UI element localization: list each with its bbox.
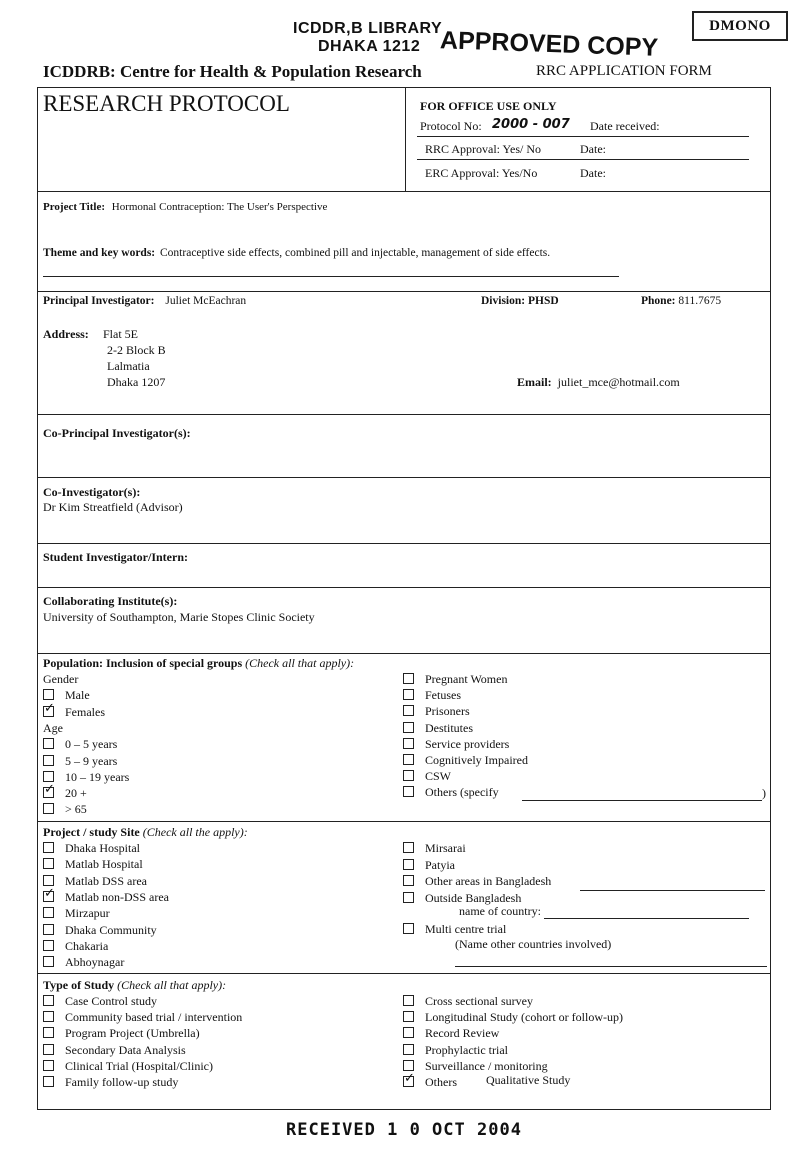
population-option[interactable] [403,785,499,800]
other-countries-label: (Name other countries involved) [455,937,612,951]
population-option[interactable] [43,754,117,769]
rrc-approval-label: RRC Approval: Yes/ No [425,142,542,156]
checkbox[interactable] [403,673,414,684]
theme-row [43,247,550,259]
theme-label: Theme and key words: [43,247,156,259]
co-investigator-label: Co-Investigator(s): [43,485,141,499]
study-option[interactable] [43,1075,178,1090]
checkbox[interactable] [403,754,414,765]
checkbox[interactable] [403,786,414,797]
theme-value: Contraceptive side effects, combined pill and injectable, management of side effects. [160,247,551,259]
protocol-no-label: Protocol No: [420,119,482,133]
population-option[interactable] [403,753,528,768]
checkbox[interactable] [403,1044,414,1055]
division-row [481,295,559,307]
site-option-label: Mirzapur [65,906,110,921]
population-option-label: Pregnant Women [425,672,508,686]
checkbox[interactable] [43,803,54,814]
population-option[interactable] [43,802,87,817]
checkbox[interactable] [43,787,54,798]
checkbox[interactable] [43,995,54,1006]
checkbox[interactable] [43,907,54,918]
population-option[interactable] [403,704,470,719]
population-option-label: CSW [425,769,452,784]
site-option[interactable] [403,922,506,937]
study-option-label: Case Control study [65,994,157,1008]
other-areas-line [580,876,765,891]
site-option-label: Abhoynagar [65,955,125,970]
checkbox[interactable] [43,771,54,782]
rrc-date-label: Date: [580,142,606,156]
study-heading-row [43,978,226,993]
co-investigator-value: Dr Kim Streatfield (Advisor) [43,500,183,514]
study-option-label: Cross sectional survey [425,994,533,1008]
checkbox[interactable] [43,689,54,700]
study-option[interactable] [403,994,533,1009]
checkbox[interactable] [403,770,414,781]
population-option-label: Service providers [425,736,510,751]
page-title: RESEARCH PROTOCOL [43,91,290,116]
site-heading-note: (Check all the apply): [142,825,248,839]
site-option[interactable] [43,955,124,970]
site-option-label: Matlab DSS area [65,873,147,888]
checkbox[interactable] [43,1076,54,1087]
checkbox[interactable] [403,705,414,716]
country-label: name of country: [459,904,541,918]
study-heading-note: (Check all that apply): [117,978,227,992]
checkbox[interactable] [43,956,54,967]
site-option[interactable] [43,874,147,889]
study-option-label: Community based trial / intervention [65,1010,243,1025]
study-option[interactable] [403,1043,508,1058]
study-option-label: Clinical Trial (Hospital/Clinic) [65,1058,213,1073]
checkbox[interactable] [43,858,54,869]
division-label: Division: [481,295,526,307]
erc-date-label: Date: [580,166,606,180]
site-option-label: Patyia [425,857,455,872]
phone-label: Phone: [641,295,676,307]
population-option[interactable] [43,705,105,720]
student-investigator-label: Student Investigator/Intern: [43,550,189,564]
checkbox[interactable] [403,1027,414,1038]
site-option-label: Matlab non-DSS area [65,889,169,904]
checkbox[interactable] [403,842,414,853]
checkbox[interactable] [43,891,54,902]
protocol-no-value: 2000 - 007 [492,117,570,132]
population-option[interactable] [43,770,129,785]
population-option-label: 20 + [65,786,87,801]
checkbox[interactable] [43,1060,54,1071]
checkbox[interactable] [403,875,414,886]
checkbox[interactable] [403,722,414,733]
address-line: Dhaka 1207 [107,375,166,389]
erc-approval-label: ERC Approval: Yes/No [425,166,538,180]
checkbox[interactable] [43,1027,54,1038]
checkbox[interactable] [43,1011,54,1022]
site-option-label: Other areas in Bangladesh [425,874,552,888]
checkbox[interactable] [43,738,54,749]
checkbox[interactable] [43,755,54,766]
date-received-label: Date received: [590,119,660,133]
site-option[interactable] [403,841,466,856]
population-option-label: Prisoners [425,704,470,719]
study-option-label: Prophylactic trial [425,1042,508,1057]
population-option-label: Destitutes [425,720,473,735]
site-heading: Project / study Site [43,825,140,839]
collaborating-label: Collaborating Institute(s): [43,594,178,608]
division-value: PHSD [527,295,559,307]
site-option-label: Outside Bangladesh [425,890,522,905]
co-pi-label: Co-Principal Investigator(s): [43,426,191,440]
study-option[interactable] [403,1075,457,1090]
site-option-label: Dhaka Community [65,922,157,937]
email-value: juliet_mce@hotmail.com [557,375,680,389]
phone-row [641,295,721,307]
address-line: 2-2 Block B [107,343,166,357]
checkbox[interactable] [403,923,414,934]
email-row [517,375,680,390]
site-option[interactable] [403,874,551,889]
checkbox[interactable] [403,689,414,700]
checkbox[interactable] [403,1011,414,1022]
form-name: RRC APPLICATION FORM [536,63,712,79]
population-option-label: Fetuses [425,688,461,703]
received-stamp: RECEIVED 1 0 OCT 2004 [286,1120,522,1140]
checkbox[interactable] [43,706,54,717]
checkbox[interactable] [43,1044,54,1055]
library-stamp-line1: ICDDR,B LIBRARY [293,20,443,37]
study-heading: Type of Study [43,978,115,992]
population-option-label: Cognitively Impaired [425,753,528,767]
population-option[interactable] [403,688,461,703]
site-option[interactable] [43,890,169,905]
study-option-label: Record Review [425,1026,500,1041]
study-option-label: Program Project (Umbrella) [65,1026,200,1041]
site-option-label: Dhaka Hospital [65,841,140,855]
pi-name: Juliet McEachran [165,295,247,307]
population-option-label: 0 – 5 years [65,737,118,752]
study-option-label: Family follow-up study [65,1075,179,1089]
population-option[interactable] [403,737,509,752]
population-heading-note: (Check all that apply): [245,656,355,670]
study-option-label: Surveillance / monitoring [425,1058,548,1073]
checkbox[interactable] [403,738,414,749]
population-option-label: 5 – 9 years [65,753,118,768]
checkbox[interactable] [403,1076,414,1087]
others-specify-line: ) [522,786,766,801]
project-title-label: Project Title: [43,201,106,213]
checkbox[interactable] [403,892,414,903]
pi-label: Principal Investigator: [43,295,155,307]
address-label: Address: [43,327,89,341]
site-option[interactable] [43,857,143,872]
address-line: Flat 5E [103,327,138,341]
population-option-label: 10 – 19 years [65,769,130,784]
population-heading-row [43,656,354,671]
population-option[interactable] [43,786,87,801]
project-title-value: Hormonal Contraception: The User's Perspective [111,201,328,213]
checkbox[interactable] [403,995,414,1006]
population-option-label: Others (specify [425,785,499,800]
site-option[interactable] [43,923,157,938]
site-option-label: Mirsarai [425,841,466,855]
population-subheading: Gender [43,672,79,686]
phone-value: 811.7675 [678,295,722,307]
address-line: Lalmatia [107,359,150,373]
site-option[interactable] [43,841,140,856]
org-name: ICDDRB: Centre for Health & Population Research [43,62,422,81]
site-option-label: Multi centre trial [425,922,507,936]
population-option[interactable] [403,721,473,736]
email-label: Email: [517,375,552,389]
site-option[interactable] [43,939,108,954]
population-subheading: Age [43,720,63,735]
site-option-label: Chakaria [65,938,109,953]
population-option[interactable] [403,672,507,687]
study-option[interactable] [43,1043,186,1058]
office-heading: FOR OFFICE USE ONLY [420,99,557,113]
project-title-row [43,201,327,213]
population-option[interactable] [43,737,117,752]
checkbox[interactable] [43,842,54,853]
study-option[interactable] [43,1059,213,1074]
site-heading-row [43,825,248,840]
others-study-value: Qualitative Study [486,1073,571,1087]
study-option[interactable] [403,1059,548,1074]
study-option-label: Secondary Data Analysis [65,1042,186,1057]
population-option[interactable] [403,769,451,784]
dmono-stamp: DMONO [692,11,788,41]
checkbox[interactable] [403,1060,414,1071]
study-option[interactable] [43,994,157,1009]
study-option-label: Longitudinal Study (cohort or follow-up) [425,1010,623,1025]
study-option[interactable] [43,1010,242,1025]
population-heading: Population: Inclusion of special groups [43,656,243,670]
checkbox[interactable] [403,859,414,870]
study-option[interactable] [403,1010,623,1025]
collaborating-value: University of Southampton, Marie Stopes Clinic Society [43,610,315,624]
approved-copy-stamp: APPROVED COPY [439,26,659,62]
study-option[interactable] [43,1026,200,1041]
country-row [459,904,749,919]
pi-row [43,295,246,307]
library-stamp-line2: DHAKA 1212 [318,38,421,55]
site-option[interactable] [43,906,110,921]
checkbox[interactable] [43,940,54,951]
study-option[interactable] [403,1026,499,1041]
study-option-label: Others [425,1075,457,1089]
population-option-label: Male [65,688,90,703]
checkbox[interactable] [43,924,54,935]
population-option-label: > 65 [65,802,87,817]
site-option-label: Matlab Hospital [65,857,143,872]
checkbox[interactable] [43,875,54,886]
population-option-label: Females [65,704,105,719]
site-option[interactable] [403,858,455,873]
